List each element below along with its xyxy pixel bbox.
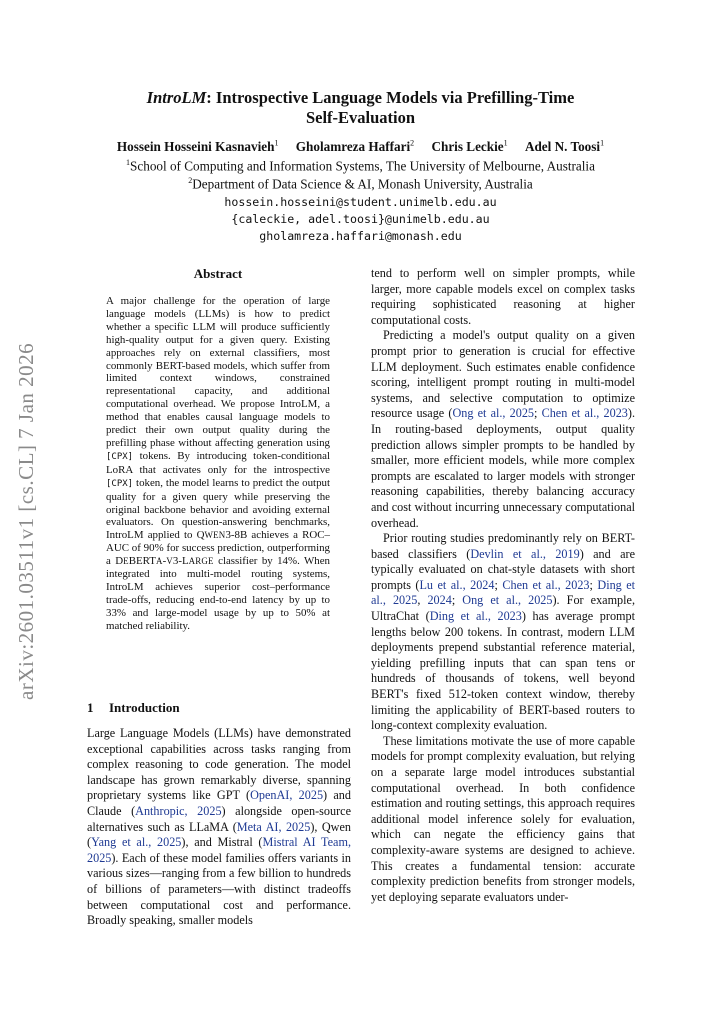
paper-title (80, 88, 641, 128)
small-caps-text: E (123, 556, 129, 567)
cpx-token-code: [CPX] (106, 478, 134, 489)
email-3: gholamreza.haffari@monash.edu (259, 229, 462, 243)
affiliation-2 (40, 176, 681, 192)
separator: ; (534, 406, 542, 421)
affiliation-mark: 2 (188, 176, 193, 185)
author-affil-mark: 1 (503, 139, 508, 148)
citation-link[interactable]: Meta AI, 2025 (236, 819, 311, 834)
citation-link[interactable]: 2024 (427, 593, 452, 608)
paragraph-text: ) and Claude ( (87, 788, 351, 818)
affiliation-text: Department of Data Science & AI, Monash University, Australia (192, 176, 533, 192)
paragraph (87, 726, 351, 929)
citation-link[interactable]: Chen et al., 2023 (541, 406, 628, 421)
citation-link[interactable]: Chen et al., 2023 (502, 577, 590, 592)
affiliation-1 (40, 158, 681, 174)
paragraph (371, 328, 635, 531)
title-line-1: : Introspective Language Models via Prefilling-Time (206, 88, 575, 107)
paragraph (371, 531, 635, 734)
abstract-text: classifier by 14%. When integrated into multi-model routing systems, IntroLM achieves superior cost–performance trade-offs, reducing end-to-end latency by up to 33% and large-model usage by up to 50% at matched reliability. (106, 555, 330, 632)
right-column (371, 266, 635, 905)
author-name: Gholamreza Haffari (295, 139, 411, 155)
paragraph-text: ) alongside open-source alternatives such as LLaMA ( (87, 803, 351, 834)
separator: ; (494, 577, 503, 592)
citation-link[interactable]: Devlin et al., 2019 (470, 546, 580, 561)
abstract-body (106, 295, 330, 633)
email-2: {caleckie, adel.toosi}@unimelb.edu.au (231, 212, 490, 226)
abstract-text: tokens. By introducing token-conditional LoRA that activates only for the introspective (106, 449, 330, 476)
paragraph: tend to perform well on simpler prompts, while larger, more capable models excel on complex tasks requiring sophisticated reasoning at higher computational costs. (371, 266, 635, 327)
paragraph-text: ) and are typically evaluated on chat-style datasets with short prompts ( (371, 546, 635, 592)
author-affil-mark: 1 (274, 139, 279, 148)
paragraph-text: Prior routing studies predominantly rely on BERT-based classifiers ( (371, 531, 635, 561)
affiliation-text: School of Computing and Information Systems, The University of Melbourne, Australia (130, 158, 595, 174)
introduction-left-column (87, 726, 351, 929)
small-caps-text: A (155, 556, 163, 567)
paragraph-text: ). Each of these model families offers variants in various sizes—ranging from a few billion to hundreds of billions of parameters—with distinct tradeoffs between computational cost and performance. Broadly speaking, smaller models (87, 850, 351, 928)
citation-link[interactable]: Ong et al., 2025 (462, 593, 553, 608)
author (296, 139, 414, 154)
author-name: Chris Leckie (431, 139, 504, 155)
abstract-text: 3-L (172, 555, 189, 568)
affiliation-mark: 1 (126, 158, 131, 167)
citation-link[interactable]: Ding et al., 2023 (429, 609, 522, 624)
citation-link[interactable]: Ong et al., 2025 (452, 406, 535, 421)
section-number: 1 (87, 700, 94, 715)
citation-link[interactable]: Ding et al., 2025 (371, 577, 636, 608)
author-affil-mark: 1 (600, 139, 605, 148)
citation-link[interactable]: Anthropic, 2025 (135, 803, 222, 818)
author-name: Hossein Hosseini Kasnavieh (116, 139, 275, 155)
paragraph-text: ), and Mistral ( (181, 835, 263, 850)
separator: ; (589, 577, 598, 592)
paragraph-text: ), Qwen ( (87, 819, 351, 850)
separator: ; (451, 593, 463, 608)
citation-link[interactable]: Lu et al., 2024 (419, 577, 495, 592)
paragraph-text: Large Language Models (LLMs) have demonstrated exceptional capabilities across tasks ranging from complex reasoning to code generation. The model landscape has grown remarkably diverse, spanning proprietary systems like GPT ( (87, 726, 351, 803)
abstract-heading: Abstract (193, 266, 243, 281)
arxiv-identifier: arXiv:2601.03511v1 [cs.CL] 7 Jan 2026 (14, 342, 38, 700)
abstract-text: BERT (128, 555, 156, 568)
citation-link[interactable]: Mistral AI Team, 2025 (87, 835, 351, 865)
small-caps-text: V (166, 556, 173, 567)
abstract-text: - (162, 555, 167, 568)
author-list (40, 139, 681, 155)
small-caps-text: ARGE (188, 556, 214, 567)
title-line-2: Self-Evaluation (305, 108, 416, 127)
author (431, 139, 507, 154)
abstract-text: 3-8B achieves a ROC–AUC of 90% for success prediction, outperforming a D (106, 529, 330, 568)
paragraph: These limitations motivate the use of more capable models for prompt complexity evaluation, but relying on a separate large model introduces substantial computational overhead. In both confidence estimation and routing settings, this approach requires additional model inference solely for evaluation, which can negate the efficiency gains that complexity-aware systems are designed to achieve. This creates a fundamental tension: accurate complexity prediction benefits from stronger models, yet deploying separate evaluators under- (371, 733, 635, 904)
abstract-text: token, the model learns to predict the output quality for a given query while preserving the original backbone behavior and avoiding external evaluators. On question-answering benchmarks, IntroLM applied to Q (106, 476, 330, 542)
author (525, 139, 604, 154)
email-1: hossein.hosseini@student.unimelb.edu.au (224, 195, 497, 209)
abstract-text: A major challenge for the operation of large language models (LLMs) is how to predict whether a specific LLM will produce sufficiently high-quality output for a given query. Existing approaches rely on external classifiers, most commonly BERT-based models, which suffer from limited context windows, constrained representational capacity, and additional computational overhead. We propose IntroLM, a method that enables causal language models to predict their own output quality during the prefilling phase without affecting generation using (106, 295, 330, 449)
section-title: Introduction (109, 700, 180, 715)
paragraph-text: ) has average prompt lengths below 200 tokens. In contrast, modern LLM deployments prepend substantial reference material, yielding prefilling inputs that can span tens or hundreds of thousands of tokens, well beyond BERT's fixed 512-token context window, thereby limiting the applicability of BERT-based routers to long-context complexity evaluation. (371, 609, 635, 733)
paragraph-text: ). For example, UltraChat ( (371, 593, 635, 624)
cpx-token-code: [CPX] (106, 451, 134, 462)
paragraph-text: Predicting a model's output quality on a given prompt prior to generation is crucial for effective LLM deployment. Such estimates enable confidence scoring, intelligent prompt routing in multi-model systems, and selective computation to optimize resource usage ( (371, 328, 635, 421)
separator: , (417, 593, 428, 608)
small-caps-text: WEN (204, 530, 226, 541)
title-system-name: IntroLM (146, 88, 207, 107)
author-affil-mark: 2 (410, 139, 415, 148)
author (117, 139, 279, 154)
citation-link[interactable]: Yang et al., 2025 (91, 835, 182, 850)
citation-link[interactable]: OpenAI, 2025 (250, 788, 324, 803)
author-name: Adel N. Toosi (524, 139, 601, 155)
paragraph-text: ). In routing-based deployments, output quality prediction allows simpler prompts to be handled by smaller, more efficient models, while more complex prompts are escalated to larger models with stronger reasoning capabilities, thereby balancing accuracy and cost without incurring unnecessary computational overhead. (371, 406, 635, 530)
section-heading-introduction (87, 700, 180, 716)
